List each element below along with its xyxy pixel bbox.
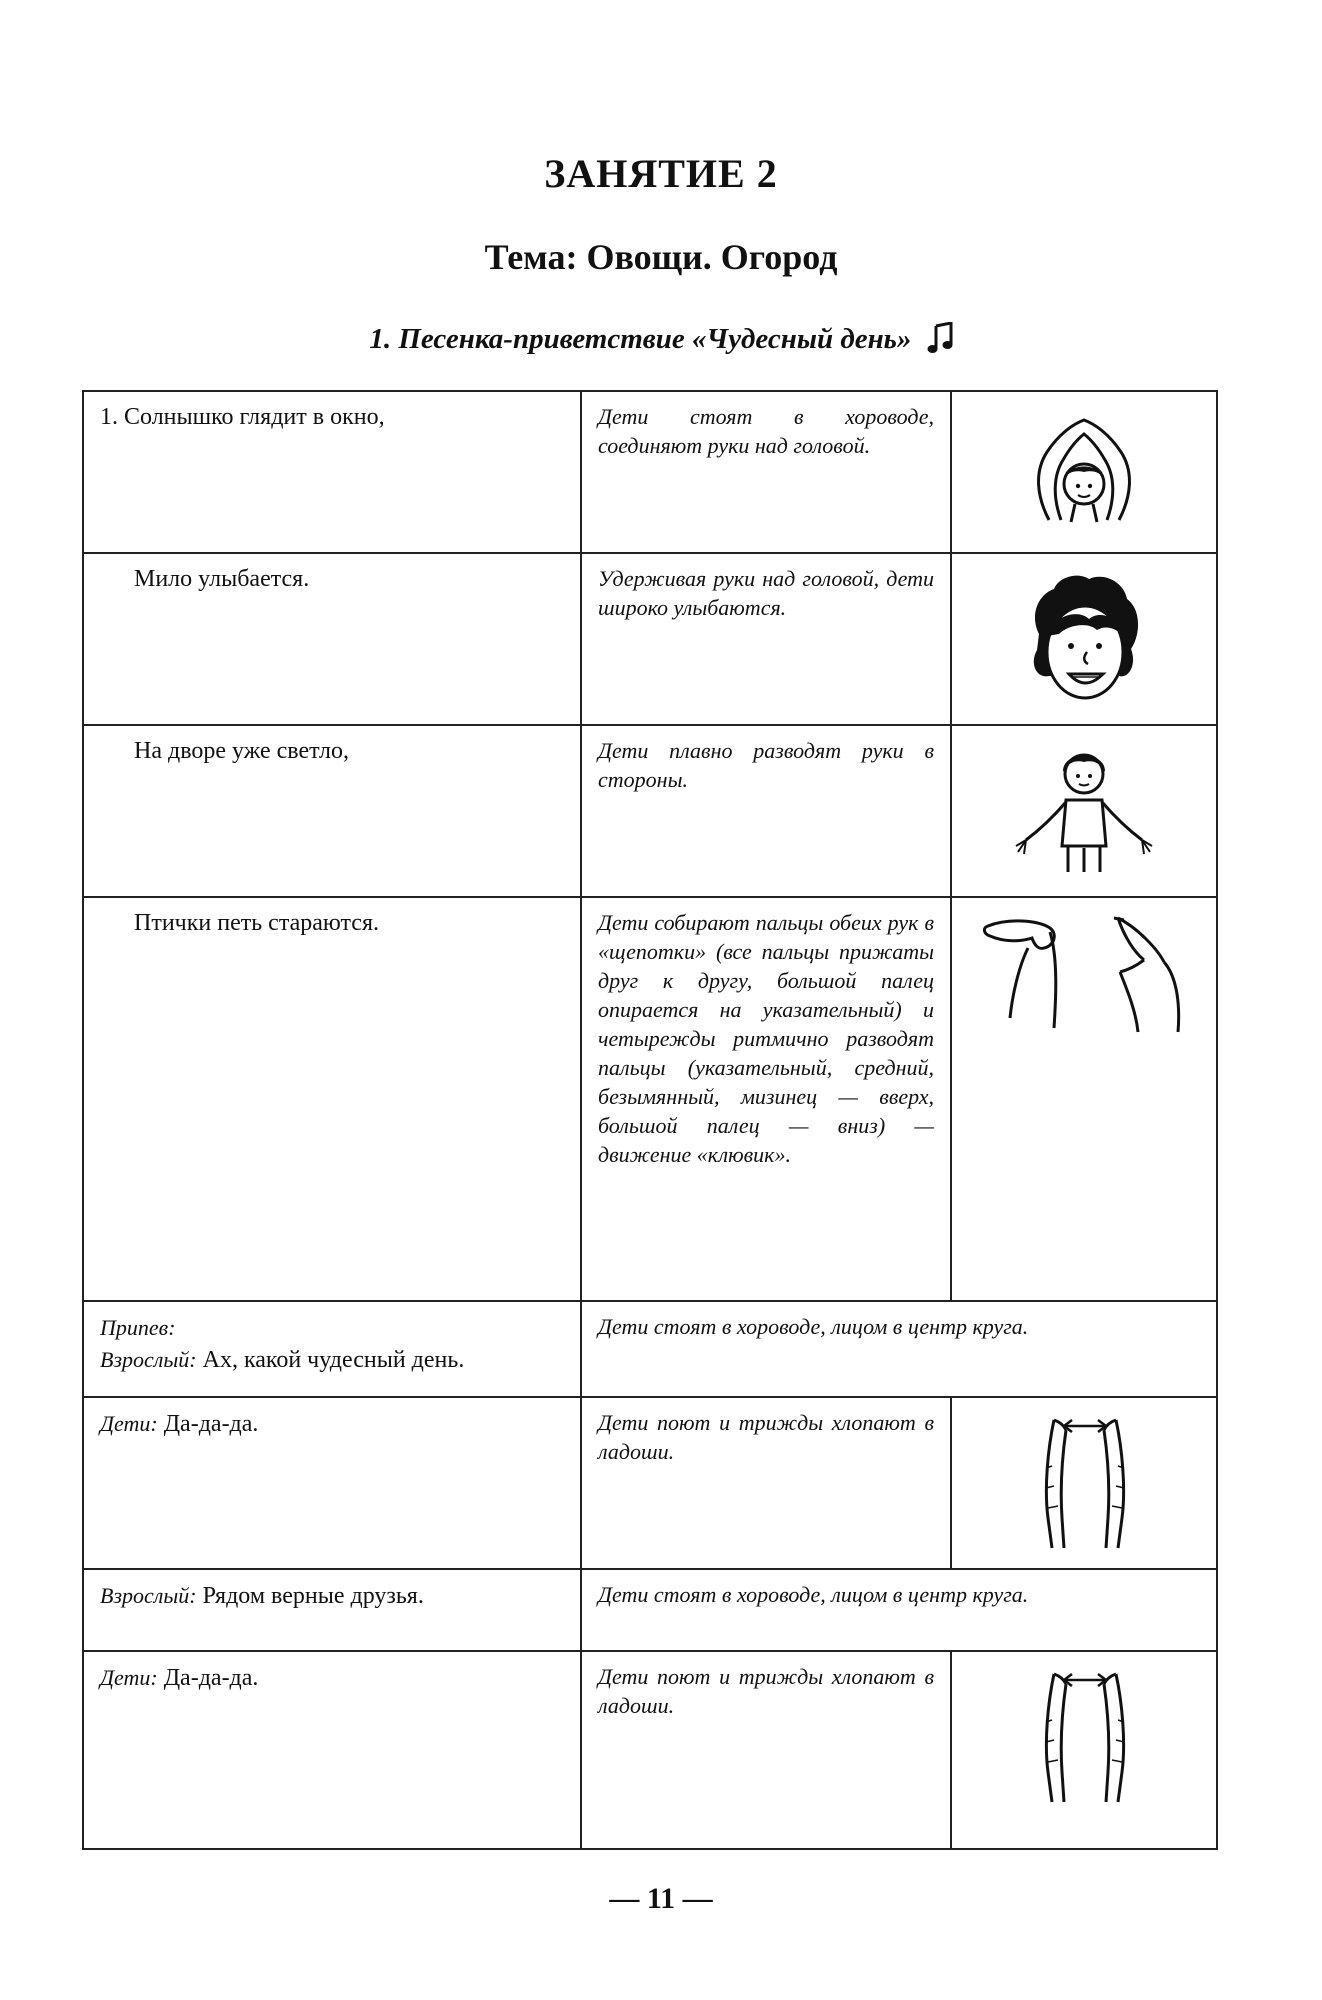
picture-cell <box>951 1397 1217 1569</box>
table-row <box>83 391 1217 553</box>
table-row <box>83 1569 1217 1651</box>
table-row <box>83 1301 1217 1397</box>
lyric-text: Солнышко глядит в окно, <box>124 404 385 430</box>
child-arms-spread-illustration <box>1004 736 1164 886</box>
lyric-text: Да-да-да. <box>163 1411 259 1437</box>
lyric-text: Птички петь стараются. <box>134 910 379 936</box>
section-heading-text: 1. Песенка-приветствие «Чудесный день» <box>369 323 912 355</box>
action-cell: Дети поют и трижды хлопают в ладоши. <box>581 1397 951 1569</box>
section-heading <box>0 322 1322 356</box>
lyric-cell <box>83 897 581 1301</box>
table-row <box>83 725 1217 897</box>
table-row <box>83 897 1217 1301</box>
speaker-label: Взрослый: <box>100 1583 197 1608</box>
picture-cell <box>951 725 1217 897</box>
song-table <box>82 390 1218 1850</box>
lyric-text: Рядом верные друзья. <box>202 1583 424 1609</box>
lyric-cell <box>83 1569 581 1651</box>
lyric-cell <box>83 391 581 553</box>
verse-number: 1. <box>100 404 118 430</box>
lyric-text: Ах, какой чудесный день. <box>202 1347 465 1373</box>
lyric-cell <box>83 553 581 725</box>
lyric-cell <box>83 1301 581 1397</box>
lyric-text: На дворе уже светло, <box>134 738 349 764</box>
picture-cell <box>951 553 1217 725</box>
lyric-cell <box>83 1397 581 1569</box>
lyric-cell <box>83 725 581 897</box>
lyric-cell <box>83 1651 581 1849</box>
table-row <box>83 1397 1217 1569</box>
clapping-hands-illustration <box>1014 1662 1154 1812</box>
chorus-label: Припев: <box>100 1315 176 1340</box>
picture-cell <box>951 391 1217 553</box>
picture-cell <box>951 897 1217 1301</box>
action-cell: Дети стоят в хороводе, лицом в центр круга. <box>581 1301 1217 1397</box>
child-hands-over-head-illustration <box>1009 402 1159 542</box>
action-cell: Дети собирают пальцы обеих рук в «щепотки» (все пальцы прижаты друг к другу, большой палец опирается на указательный) и четырежды ритмично разводят пальцы (указательный, средний, безымянный, мизинец — вверх, большой палец — вниз) — движение «клювик». <box>581 897 951 1301</box>
lyric-text: Да-да-да. <box>163 1665 259 1691</box>
table-row <box>83 1651 1217 1849</box>
clapping-hands-illustration <box>1014 1408 1154 1558</box>
action-cell: Дети поют и трижды хлопают в ладоши. <box>581 1651 951 1849</box>
page-number: — 11 — <box>609 1882 713 1915</box>
picture-cell <box>951 1651 1217 1849</box>
speaker-label: Дети: <box>100 1665 158 1690</box>
hands-beak-illustration <box>968 908 1208 1048</box>
action-cell: Удерживая руки над головой, дети широко улыбаются. <box>581 553 951 725</box>
speaker-label: Дети: <box>100 1411 158 1436</box>
smiling-face-illustration <box>1009 564 1159 714</box>
music-note-icon <box>927 322 953 354</box>
table-row <box>83 553 1217 725</box>
lesson-title: ЗАНЯТИЕ 2 <box>544 151 778 196</box>
action-cell: Дети стоят в хороводе, лицом в центр круга. <box>581 1569 1217 1651</box>
speaker-label: Взрослый: <box>100 1347 197 1372</box>
action-cell: Дети плавно разводят руки в стороны. <box>581 725 951 897</box>
lyric-text: Мило улыбается. <box>134 566 310 592</box>
action-cell: Дети стоят в хороводе, соединяют руки над головой. <box>581 391 951 553</box>
lesson-topic: Тема: Овощи. Огород <box>484 237 838 277</box>
